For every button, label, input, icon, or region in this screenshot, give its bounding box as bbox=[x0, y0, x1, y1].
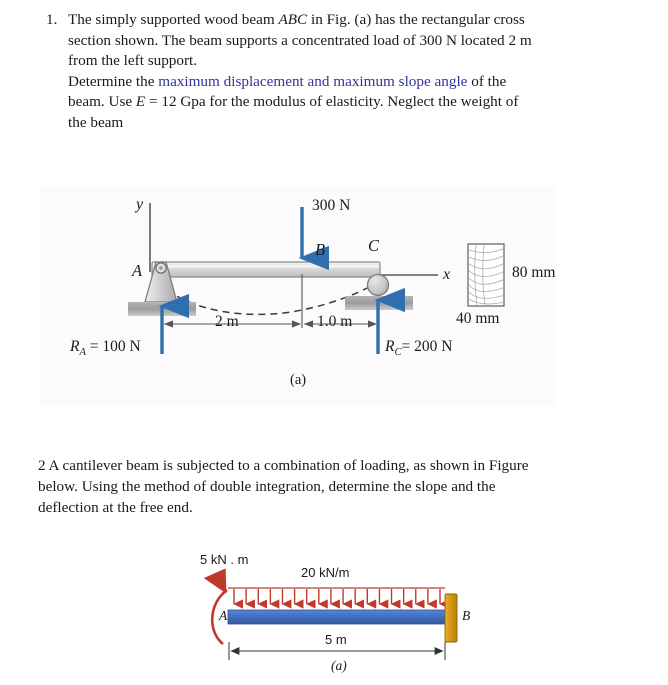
figure-a-simply-supported-beam bbox=[40, 186, 556, 406]
ra-value: = 100 N bbox=[89, 338, 141, 355]
label-dim-2m: 2 m bbox=[215, 313, 239, 330]
rc-value: = 200 N bbox=[401, 338, 453, 355]
rc-symbol: R bbox=[385, 338, 395, 355]
label-point-b: B bbox=[315, 240, 326, 259]
figure-b-cantilever-beam bbox=[195, 552, 495, 680]
p1-l5a: beam. Use bbox=[68, 93, 136, 110]
problem-1-line-3: from the left support. bbox=[68, 52, 198, 69]
problem-1-line-4 bbox=[68, 72, 626, 93]
label-y-axis: y bbox=[136, 196, 144, 213]
label-x-axis: x bbox=[443, 266, 451, 283]
beam-member-abc bbox=[152, 262, 380, 277]
problem-1-number: 1. bbox=[46, 11, 58, 28]
problem-2-line-1: 2 A cantilever beam is subjected to a combination of loading, as shown in Figure bbox=[38, 457, 529, 474]
problem-2-text-block bbox=[38, 455, 616, 518]
label-moment-5knm: 5 kN . m bbox=[200, 552, 249, 567]
cantilever-beam-member bbox=[228, 610, 446, 624]
label-point-c: C bbox=[368, 236, 380, 255]
highlighted-objective: maximum displacement and maximum slope angle bbox=[158, 72, 468, 90]
problem-1-line-1 bbox=[68, 10, 626, 31]
label-cantilever-point-a: A bbox=[219, 608, 228, 623]
problem-1-line-5 bbox=[68, 92, 626, 113]
label-section-width: 40 mm bbox=[456, 310, 500, 327]
ra-symbol: R bbox=[70, 338, 80, 355]
problem-1-row bbox=[46, 10, 626, 133]
problem-1-line-6: the beam bbox=[68, 113, 124, 131]
p1-l4a: Determine the bbox=[68, 72, 159, 90]
figure-a-caption: (a) bbox=[290, 372, 307, 388]
p1-l1b: in Fig. (a) has the rectangular cross bbox=[307, 11, 525, 28]
label-point-a: A bbox=[132, 261, 143, 280]
figure-b-caption: (a) bbox=[331, 658, 347, 673]
roller-support-c bbox=[368, 275, 389, 296]
p1-l4b: of the bbox=[467, 72, 507, 90]
ra-subscript: A bbox=[79, 347, 86, 359]
label-span-5m: 5 m bbox=[325, 632, 347, 647]
p1-l5b: = 12 Gpa for the modulus of elasticity. Neglect the weight of bbox=[145, 93, 519, 110]
problem-1-body bbox=[68, 10, 626, 133]
label-load-300n: 300 N bbox=[312, 197, 351, 214]
cross-section-rectangle bbox=[468, 244, 505, 306]
symbol-E: E bbox=[135, 93, 146, 110]
label-reaction-a bbox=[70, 338, 141, 358]
problem-2-line-3: deflection at the free end. bbox=[38, 499, 193, 516]
problem-2-line-2: below. Using the method of double integration, determine the slope and the bbox=[38, 478, 496, 495]
label-dim-1m: 1.0 m bbox=[317, 313, 353, 330]
p1-l1a: The simply supported wood beam bbox=[68, 11, 279, 28]
rc-subscript: C bbox=[394, 347, 402, 359]
problem-1-text-block bbox=[46, 10, 626, 133]
label-reaction-c bbox=[385, 338, 452, 358]
figure-a-canvas bbox=[40, 186, 556, 406]
fixed-support-b bbox=[445, 594, 457, 642]
label-cantilever-point-b: B bbox=[462, 608, 471, 623]
label-udl-20knm: 20 kN/m bbox=[301, 565, 350, 580]
problem-1-line-2: section shown. The beam supports a concentrated load of 300 N located 2 m bbox=[68, 31, 532, 49]
beam-label-abc: ABC bbox=[278, 11, 308, 28]
distributed-load-arrows bbox=[234, 589, 440, 604]
label-section-height: 80 mm bbox=[512, 264, 556, 281]
